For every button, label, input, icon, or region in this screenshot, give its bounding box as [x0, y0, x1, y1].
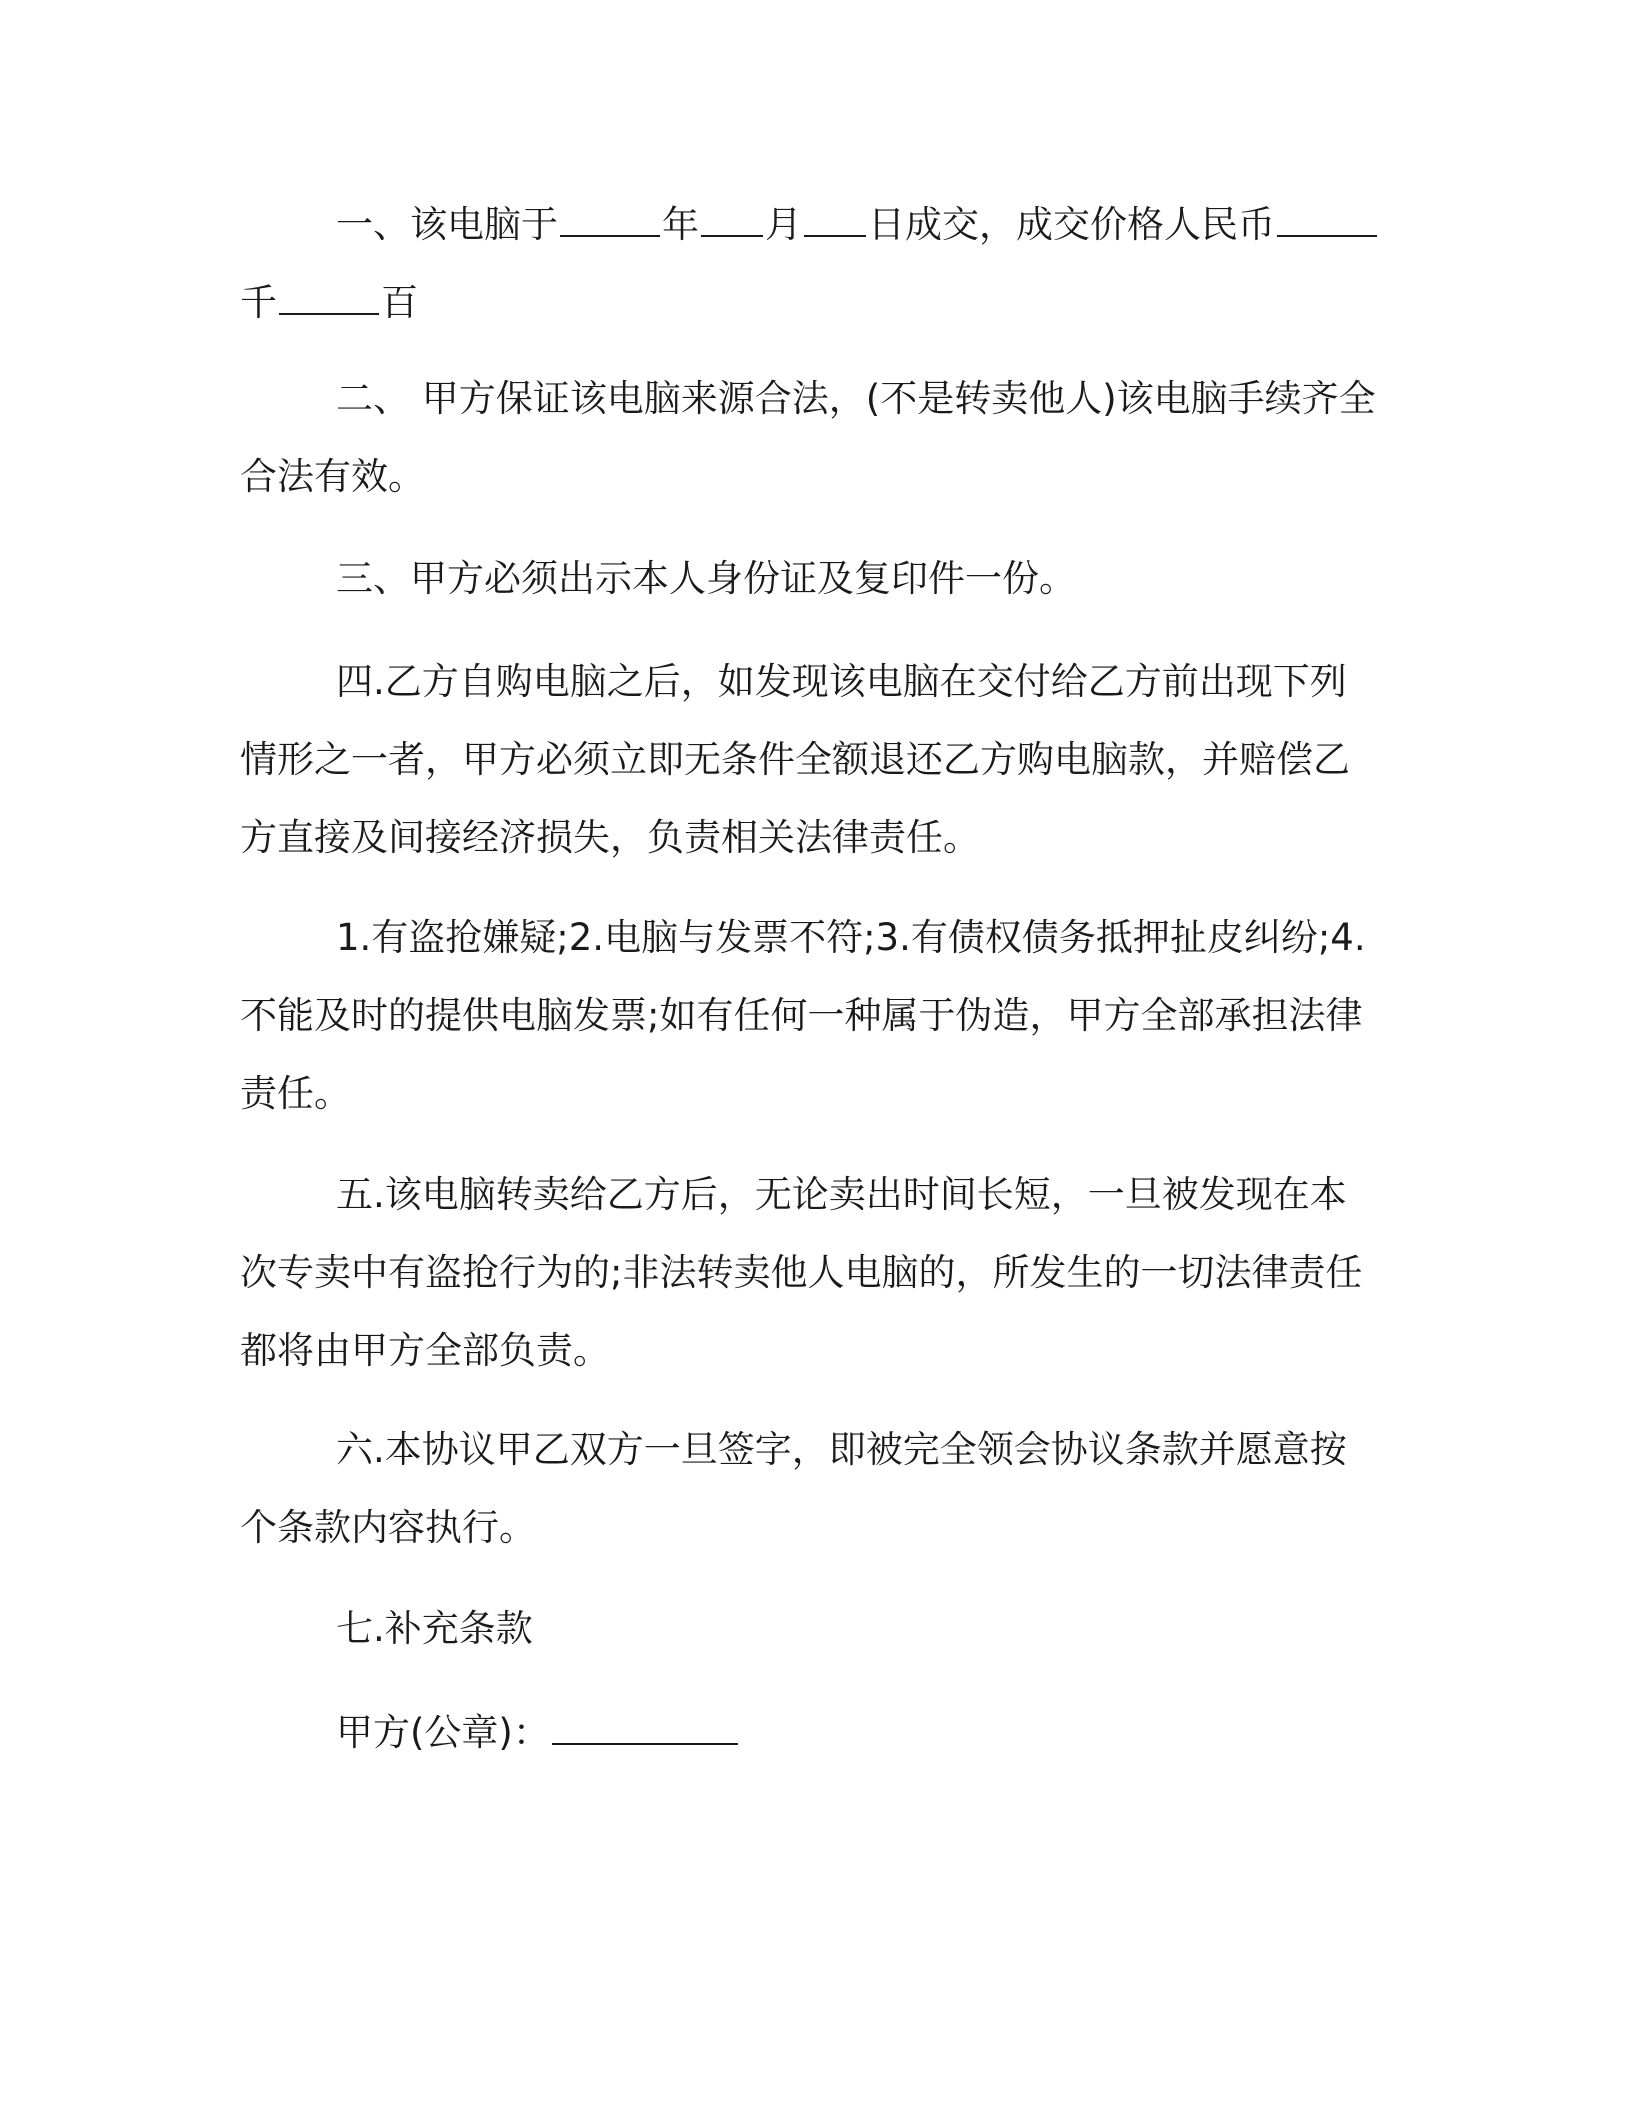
- clause-4-items: [240, 899, 1370, 1133]
- signature-line: [240, 1694, 1370, 1772]
- clause-4-line-3: 方直接及间接经济损失，负责相关法律责任。: [240, 816, 980, 859]
- clause-4-items-line-3: 责任。: [240, 1072, 351, 1115]
- year-blank: [560, 201, 660, 237]
- clause-1-text-e: 千: [240, 281, 277, 324]
- clause-5-line-3: 都将由甲方全部负责。: [240, 1329, 610, 1372]
- clause-5-line-1: 五.该电脑转卖给乙方后，无论卖出时间长短，一旦被发现在本: [336, 1173, 1347, 1216]
- month-blank: [701, 201, 763, 237]
- clause-4: [240, 643, 1370, 877]
- price-thousand-blank: [279, 279, 379, 315]
- clause-1: [240, 186, 1370, 342]
- signature-block: [240, 1694, 1370, 1772]
- clause-2-line-2: 合法有效。: [240, 455, 425, 498]
- price-ten-thousand-blank: [1277, 201, 1377, 237]
- clause-6-line-2: 个条款内容执行。: [240, 1506, 536, 1549]
- day-blank: [804, 201, 866, 237]
- clause-1-line-2: [240, 264, 1370, 342]
- clause-7-line-1: 七.补充条款: [336, 1607, 533, 1650]
- clause-1-text-d: 日成交，成交价格人民币: [868, 203, 1275, 246]
- signature-label: 甲方(公章)：: [336, 1711, 550, 1754]
- clause-3: [240, 540, 1370, 618]
- clause-2: [240, 360, 1376, 516]
- clause-1-text-f: 百: [381, 281, 418, 324]
- clause-3-line-1: 三、甲方必须出示本人身份证及复印件一份。: [336, 557, 1076, 600]
- clause-2-line-1: 二、 甲方保证该电脑来源合法，(不是转卖他人)该电脑手续齐全: [336, 377, 1376, 420]
- clause-4-line-2: 情形之一者，甲方必须立即无条件全额退还乙方购电脑款，并赔偿乙: [240, 738, 1350, 781]
- clause-1-text-b: 年: [662, 203, 699, 246]
- clause-1-line-1: [240, 186, 1370, 264]
- clause-7: [240, 1590, 1370, 1668]
- clause-1-text-a: 一、该电脑于: [336, 203, 558, 246]
- clause-1-text-c: 月: [765, 203, 802, 246]
- clause-4-items-line-2: 不能及时的提供电脑发票;如有任何一种属于伪造，甲方全部承担法律: [240, 994, 1363, 1037]
- clause-5: [240, 1156, 1370, 1390]
- signature-blank: [552, 1709, 738, 1745]
- clause-4-items-line-1: 1.有盗抢嫌疑;2.电脑与发票不符;3.有债权债务抵押扯皮纠纷;4.: [336, 916, 1366, 959]
- clause-6-line-1: 六.本协议甲乙双方一旦签字，即被完全领会协议条款并愿意按: [336, 1428, 1347, 1471]
- clause-6: [240, 1411, 1370, 1567]
- clause-5-line-2: 次专卖中有盗抢行为的;非法转卖他人电脑的，所发生的一切法律责任: [240, 1251, 1363, 1294]
- clause-4-line-1: 四.乙方自购电脑之后，如发现该电脑在交付给乙方前出现下列: [336, 660, 1347, 703]
